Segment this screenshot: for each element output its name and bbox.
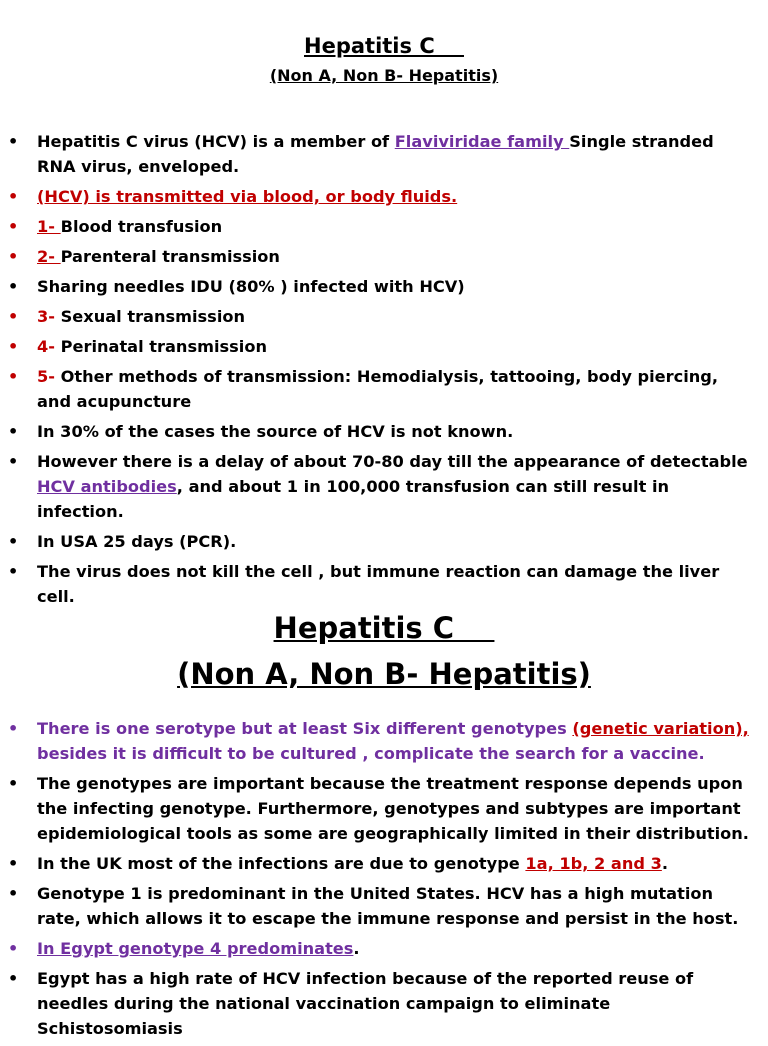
egypt-genotype-link[interactable]: In Egypt genotype 4 predominates [37, 939, 354, 958]
bullet-egypt-genotype [0, 936, 768, 961]
section2-subtitle: (Non A, Non B- Hepatitis) [177, 657, 591, 691]
bullet-perinatal [0, 334, 768, 359]
bullet-genotype-1-us [0, 881, 768, 931]
bullet-usa-pcr [0, 529, 768, 554]
bullet-genotypes-important [0, 771, 768, 846]
bullet-text: In the UK most of the infections are due to genotype [37, 854, 526, 873]
flaviviridae-link[interactable]: Flaviviridae family [394, 132, 570, 151]
bullet-text: In 30% of the cases the source of HCV is not known. [37, 422, 514, 441]
bullet-hcv-family [0, 129, 768, 179]
bullet-serotype [0, 716, 768, 766]
bullet-number: 5- [37, 367, 55, 386]
bullet-egypt-rate [0, 966, 768, 1041]
section1-subtitle: (Non A, Non B- Hepatitis) [269, 66, 499, 85]
bullet-delay [0, 449, 768, 524]
bullet-blood-transfusion [0, 214, 768, 239]
bullet-immune-reaction [0, 559, 768, 609]
bullet-text: The virus does not kill the cell , but immune reaction can damage the liver cell. [37, 562, 720, 606]
bullet-text: Blood transfusion [60, 217, 223, 236]
bullet-text: besides it is difficult to be cultured , complicate the search for a vaccine. [37, 744, 705, 763]
section2-bullet-list [0, 716, 768, 1046]
bullet-text: Other methods of transmission: Hemodialysis, tattooing, body piercing, and acupuncture [37, 367, 719, 411]
bullet-text: Genotype 1 is predominant in the United States. HCV has a high mutation rate, which allows it to escape the immune response and persist in the host. [37, 884, 739, 928]
bullet-text: There is one serotype but at least Six different genotypes [37, 719, 573, 738]
bullet-source-unknown [0, 419, 768, 444]
bullet-parenteral [0, 244, 768, 269]
bullet-text: . [353, 939, 360, 958]
section1-title: Hepatitis C [304, 34, 464, 58]
bullet-number: 4- [37, 337, 55, 356]
bullet-text: Sexual transmission [54, 307, 246, 326]
bullet-transmission [0, 184, 768, 209]
bullet-text: The genotypes are important because the treatment response depends upon the infecting genotype. Furthermore, genotypes and subtypes are important epidemiological tools as some are geographically limited in their distribution. [37, 774, 749, 843]
bullet-uk-genotype [0, 851, 768, 876]
bullet-text: In USA 25 days (PCR). [37, 532, 237, 551]
bullet-number: 3- [37, 307, 55, 326]
bullet-text: Single stranded RNA virus, enveloped. [37, 132, 714, 176]
bullet-text: (HCV) is transmitted via blood, or body fluids. [37, 187, 458, 206]
genetic-variation-text: (genetic variation), [572, 719, 749, 738]
section2-title: Hepatitis C [273, 611, 495, 645]
bullet-text: Sharing needles IDU (80% ) infected with HCV) [37, 277, 465, 296]
bullet-number: 1- [37, 217, 61, 236]
bullet-text: Hepatitis C virus (HCV) is a member of [37, 132, 395, 151]
bullet-other-methods [0, 364, 768, 414]
hcv-antibodies-link[interactable]: HCV antibodies [37, 477, 177, 496]
bullet-sharing-needles [0, 274, 768, 299]
bullet-sexual [0, 304, 768, 329]
section1-bullet-list [0, 129, 768, 614]
bullet-number: 2- [37, 247, 61, 266]
bullet-text: . [661, 854, 669, 873]
bullet-text: Perinatal transmission [54, 337, 267, 356]
bullet-text: , and about 1 in 100,000 transfusion can still result in infection. [37, 477, 670, 521]
bullet-text: However there is a delay of about 70-80 day till the appearance of detectable [37, 452, 748, 471]
bullet-text: Egypt has a high rate of HCV infection because of the reported reuse of needles during the national vaccination campaign to eliminate Schistosomiasis [37, 969, 694, 1038]
genotype-list-text: 1a, 1b, 2 and 3 [525, 854, 662, 873]
bullet-text: Parenteral transmission [60, 247, 280, 266]
